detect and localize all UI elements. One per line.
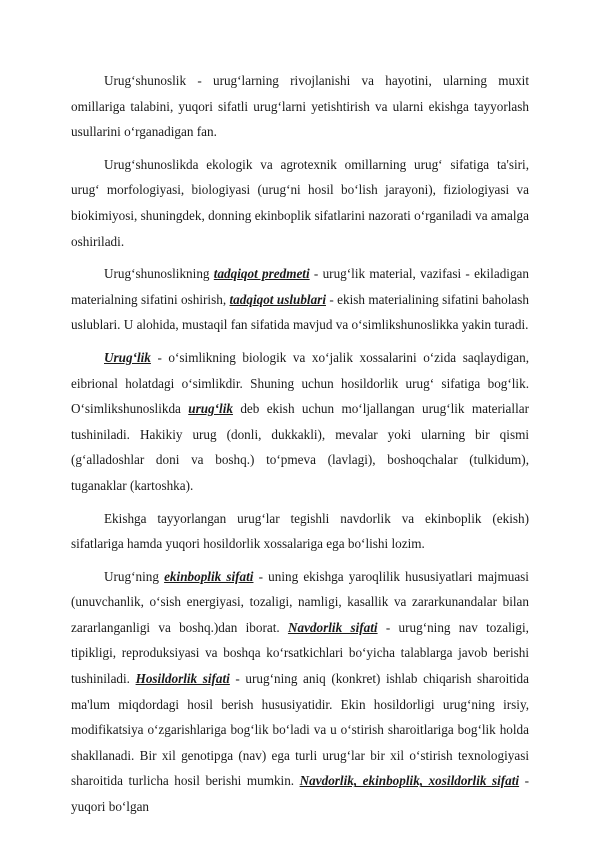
text-run: - yuqori bo‘lgan <box>71 773 530 815</box>
paragraph <box>71 345 529 499</box>
text-run: deb ekish uchun mo‘ljallangan urug‘lik materiallar tushiniladi. Hakikiy urug (donli, dukkakli), mevalar yoki ularning bir qismi (g‘alladoshlar doni va boshq.) to‘pmeva (lavlagi), boshoqchalar (tulkidum), tuganaklar (kartoshka). <box>71 401 529 493</box>
text-run: - ekish materialining sifatini baholash uslublari. U alohida, mustaqil fan sifatida mavjud va o‘simlikshunoslikka yakin turadi. <box>71 291 529 333</box>
text-run: Urug‘shunoslik - urug‘larning rivojlanishi va hayotini, ularning muxit omillariga talabini, yuqori sifatli urug‘larni yetishtirish va ularni ekishga tayyorlash usullarini o‘rganadigan fan. <box>71 73 529 140</box>
paragraph <box>71 564 529 820</box>
text-run: Urug‘shunoslikda ekologik va agrotexnik omillarning urug‘ sifatiga ta'siri, urug‘ morfologiyasi, biologiyasi (urug‘ni hosil bo‘lish jarayoni), fiziologiyasi va biokimiyosi, shuningdek, donning ekinboplik sifatlarini nazorati o‘rganiladi va amalga oshiriladi. <box>71 156 529 249</box>
paragraph <box>71 261 529 338</box>
term-highlight: ekinboplik sifati <box>164 568 254 584</box>
term-highlight: tadqiqot predmeti <box>213 266 310 282</box>
text-run: Urug‘ning <box>104 568 165 584</box>
term-highlight: Hosildorlik sifati <box>135 671 230 687</box>
document-body <box>71 68 529 820</box>
text-run: Ekishga tayyorlangan urug‘lar tegishli navdorlik va ekinboplik (ekish) sifatlariga hamda yuqori hosildorlik xossalariga ega bo‘lishi lozim. <box>71 510 529 552</box>
term-highlight: Navdorlik, ekinboplik, xosildorlik sifati <box>299 773 520 789</box>
term-highlight: urug‘lik <box>188 401 233 417</box>
text-run: - urug‘ning nav tozaligi, tipikligi, reproduksiyasi va boshqa ko‘rsatkichlari bo‘yicha talablarga javob berishi tushiniladi. <box>71 619 529 687</box>
paragraph <box>71 152 529 254</box>
paragraph <box>71 506 529 557</box>
paragraph <box>71 68 529 145</box>
text-run: - urug‘lik material, vazifasi - ekiladigan materialning sifatini oshirish, <box>71 266 530 307</box>
text-run: - o‘simlikning biologik va xo‘jalik xossalarini o‘zida saqlaydigan, eibrional holatdagi o‘simlikdir. Shuning uchun hosildorlik urug‘ sifatiga bog‘lik. O‘simlikshunoslikda <box>71 349 529 417</box>
text-run: - urug‘ning aniq (konkret) ishlab chiqarish sharoitida ma'lum miqdordagi hosil berish hususiyatidir. Ekin hosildorligi urug‘ning irsiy, modifikatsiya o‘zgarishlariga bog‘lik bo‘ladi va u o‘stirish sharoitlariga bog‘lik holda shakllanadi. Bir xil genotipga (nav) ega turli urug‘lar bir xil o‘stirish texnologiyasi sharoitida turlicha hosil berishi mumkin. <box>71 671 530 789</box>
term-highlight: Navdorlik sifati <box>287 619 378 635</box>
text-run: - uning ekishga yaroqlilik hususiyatlari majmuasi (unuvchanlik, o‘sish energiyasi, tozaligi, namligi, kasallik va zararkunandalar bilan zararlanganligi va boshq.)dan iborat. <box>71 568 529 635</box>
term-highlight: Urug‘lik <box>104 349 151 365</box>
term-highlight: tadqiqot uslublari <box>229 291 326 307</box>
text-run: Urug‘shunoslikning <box>104 266 214 282</box>
